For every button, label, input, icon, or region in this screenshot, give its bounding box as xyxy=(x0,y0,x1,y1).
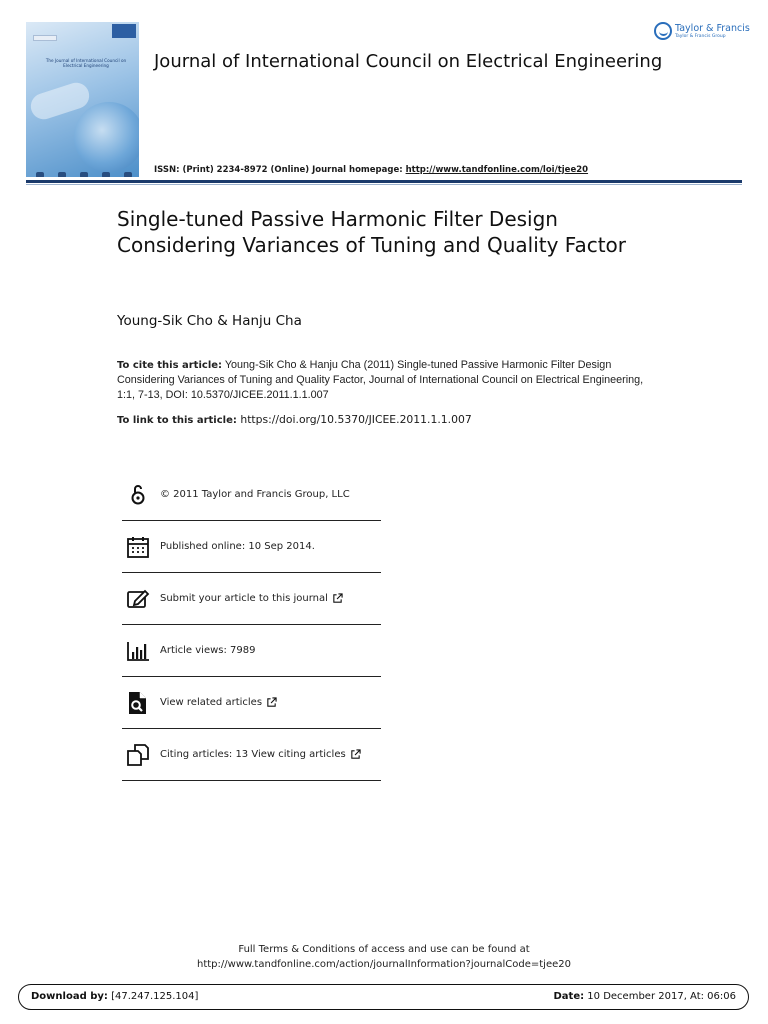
related-articles-link[interactable] xyxy=(160,697,277,708)
article-authors: Young-Sik Cho & Hanju Cha xyxy=(117,313,302,329)
download-by-label: Download by: xyxy=(31,991,108,1002)
info-row-citing[interactable] xyxy=(122,729,381,781)
article-doi-link[interactable]: https://doi.org/10.5370/JICEE.2011.1.1.007 xyxy=(240,413,472,426)
info-row-submit[interactable] xyxy=(122,573,381,625)
terms-line-1: Full Terms & Conditions of access and use can be found at xyxy=(238,944,530,955)
link-label: To link to this article: xyxy=(117,415,241,426)
publisher-logo xyxy=(654,22,750,40)
article-title: Single-tuned Passive Harmonic Filter Design Considering Variances of Tuning and Quality Factor xyxy=(117,207,627,257)
related-articles-label: View related articles xyxy=(160,697,263,708)
info-row-related[interactable] xyxy=(122,677,381,729)
external-link-icon xyxy=(350,749,361,760)
citing-articles-icon xyxy=(126,743,150,767)
article-link-line xyxy=(117,413,472,426)
publisher-logo-icon xyxy=(654,22,672,40)
header-divider xyxy=(26,180,742,183)
download-date-label: Date: xyxy=(553,991,585,1002)
article-info-list xyxy=(122,469,381,781)
cover-icon-row xyxy=(36,172,132,177)
publisher-name: Taylor & Francis xyxy=(675,22,750,34)
citation-block xyxy=(117,358,647,403)
cover-tag xyxy=(33,35,57,41)
journal-cover-image xyxy=(26,22,139,177)
journal-title: Journal of International Council on Electrical Engineering xyxy=(154,51,663,72)
published-label: Published online: 10 Sep 2014. xyxy=(160,541,315,552)
info-row-views xyxy=(122,625,381,677)
article-views-label: Article views: 7989 xyxy=(160,645,256,656)
copyright-label: © 2011 Taylor and Francis Group, LLC xyxy=(160,489,350,500)
cover-globe-graphic xyxy=(74,102,139,172)
header-divider-thin xyxy=(26,184,742,185)
publisher-sub: Taylor & Francis Group xyxy=(675,33,726,39)
submit-article-label: Submit your article to this journal xyxy=(160,593,328,604)
bar-chart-icon xyxy=(126,639,150,663)
edit-icon xyxy=(126,587,150,611)
external-link-icon xyxy=(332,593,343,604)
info-row-copyright xyxy=(122,469,381,521)
citation-label: To cite this article: xyxy=(117,360,223,371)
terms-footer xyxy=(0,942,768,972)
citing-articles-label: Citing articles: 13 View citing articles xyxy=(160,749,346,760)
download-info-bar xyxy=(18,984,749,1010)
citation-text: Young-Sik Cho & Hanju Cha (2011) Single-tuned Passive Harmonic Filter Design Considering Variances of Tuning and Quality Factor, Journal of International Council on Electrical Engineering, 1:1, 7-13, DOI: xyxy=(117,359,644,401)
journal-homepage-link[interactable]: http://www.tandfonline.com/loi/tjee20 xyxy=(405,165,589,175)
download-date xyxy=(554,991,737,1002)
cover-title: The Journal of International Council on Electrical Engineering xyxy=(45,58,127,68)
issn-text: ISSN: (Print) 2234-8972 (Online) Journal homepage: xyxy=(154,165,406,175)
citation-doi-link[interactable]: 10.5370/JICEE.2011.1.1.007 xyxy=(190,389,329,401)
external-link-icon xyxy=(266,697,277,708)
cover-volume-badge xyxy=(112,24,136,38)
download-date-value: 10 December 2017, At: 06:06 xyxy=(584,991,736,1002)
submit-article-link[interactable] xyxy=(160,593,343,604)
citing-articles-link[interactable] xyxy=(160,749,361,760)
open-access-icon xyxy=(126,483,150,507)
search-document-icon xyxy=(126,691,150,715)
download-by xyxy=(31,991,198,1002)
info-row-published xyxy=(122,521,381,573)
terms-link[interactable]: http://www.tandfonline.com/action/journalInformation?journalCode=tjee20 xyxy=(197,959,571,970)
issn-line xyxy=(154,165,588,175)
calendar-icon xyxy=(126,535,150,559)
download-by-value: [47.247.125.104] xyxy=(107,991,199,1002)
